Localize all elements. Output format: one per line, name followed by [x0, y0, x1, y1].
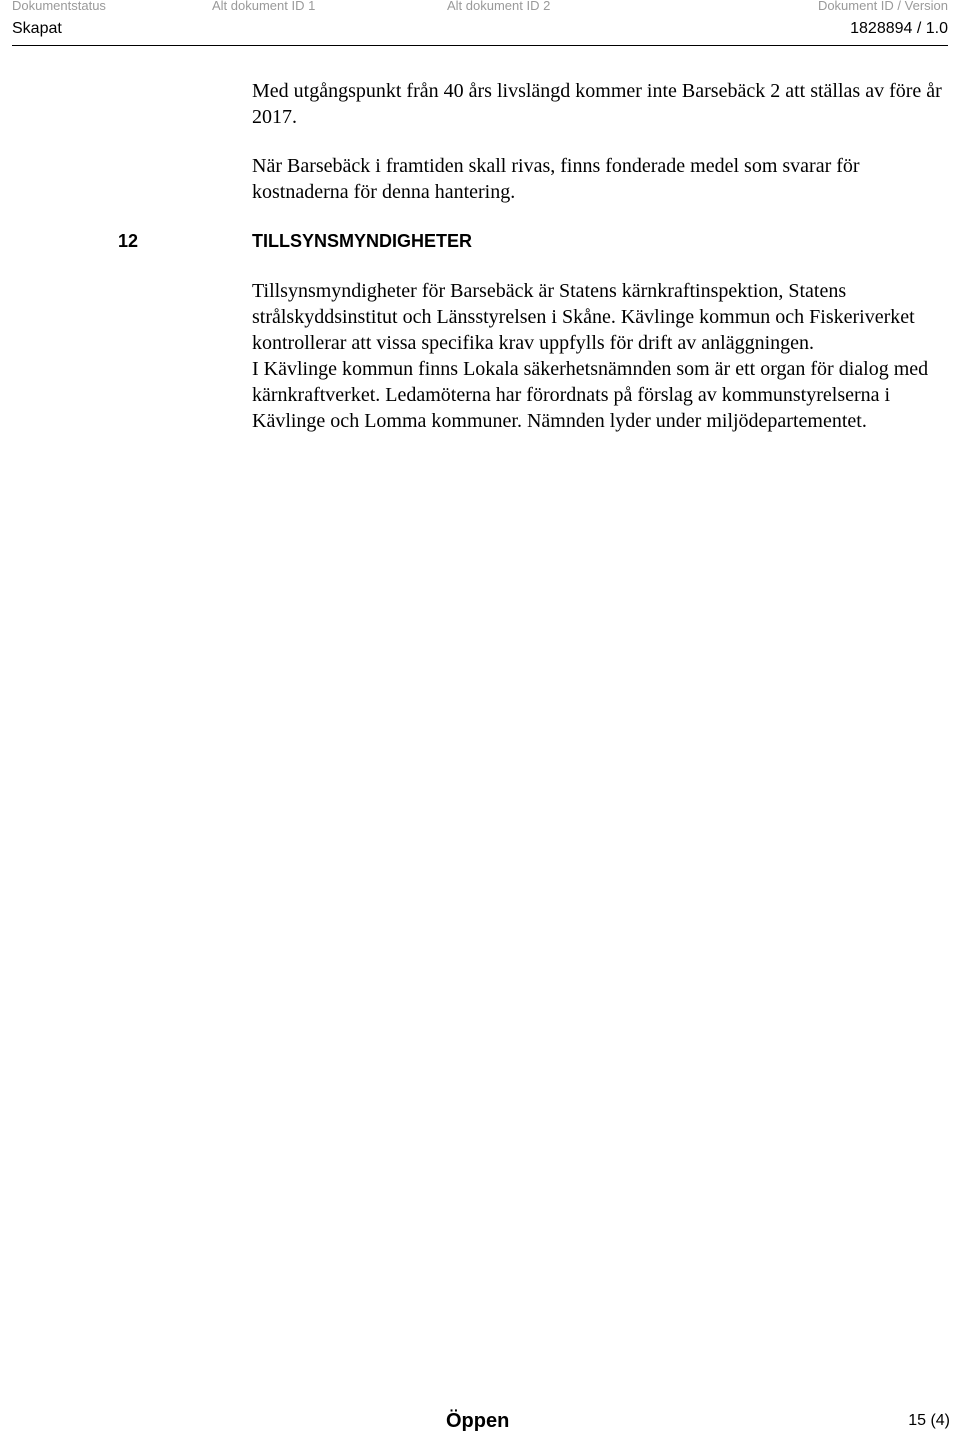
paragraph-lifetime: Med utgångspunkt från 40 års livslängd kommer inte Barsebäck 2 att ställas av före år 2017. [252, 80, 942, 128]
paragraph-authorities-part-2: I Kävlinge kommun finns Lokala säkerhetsnämnden som är ett organ för dialog med kärnkraftverket. Ledamöterna har förordnats på förslag av kommunstyrelserna i Kävlinge och Lomma kommuner. Nämnden lyder under miljödepartementet. [252, 358, 929, 432]
header-label-alt-id-1: Alt dokument ID 1 [212, 0, 316, 13]
header-values [0, 20, 960, 42]
header-label-alt-id-2: Alt dokument ID 2 [447, 0, 551, 13]
header-divider [12, 45, 948, 46]
header-value-status: Skapat [12, 20, 62, 37]
footer-page-number: 15 (4) [908, 1412, 950, 1429]
paragraph-supervisory-authorities [252, 278, 942, 434]
header-label-doc-id-version: Dokument ID / Version [817, 0, 948, 13]
paragraph-authorities-part-1: Tillsynsmyndigheter för Barsebäck är Statens kärnkraftinspektion, Statens strålskyddsinstitut och Länsstyrelsen i Skåne. Kävlinge kommun och Fiskeriverket kontrollerar att vissa specifika krav uppfylls för drift av anläggningen. [252, 280, 915, 354]
header-label-status: Dokumentstatus [12, 0, 106, 13]
section-title: TILLSYNSMYNDIGHETER [252, 231, 473, 251]
header-labels [0, 0, 960, 16]
section-number: 12 [118, 231, 139, 251]
paragraph-decommissioning: När Barsebäck i framtiden skall rivas, finns fonderade medel som svarar för kostnaderna för denna hantering. [252, 155, 860, 203]
footer-classification: Öppen [446, 1410, 510, 1432]
header-value-doc-id-version: 1828894 / 1.0 [850, 20, 948, 37]
